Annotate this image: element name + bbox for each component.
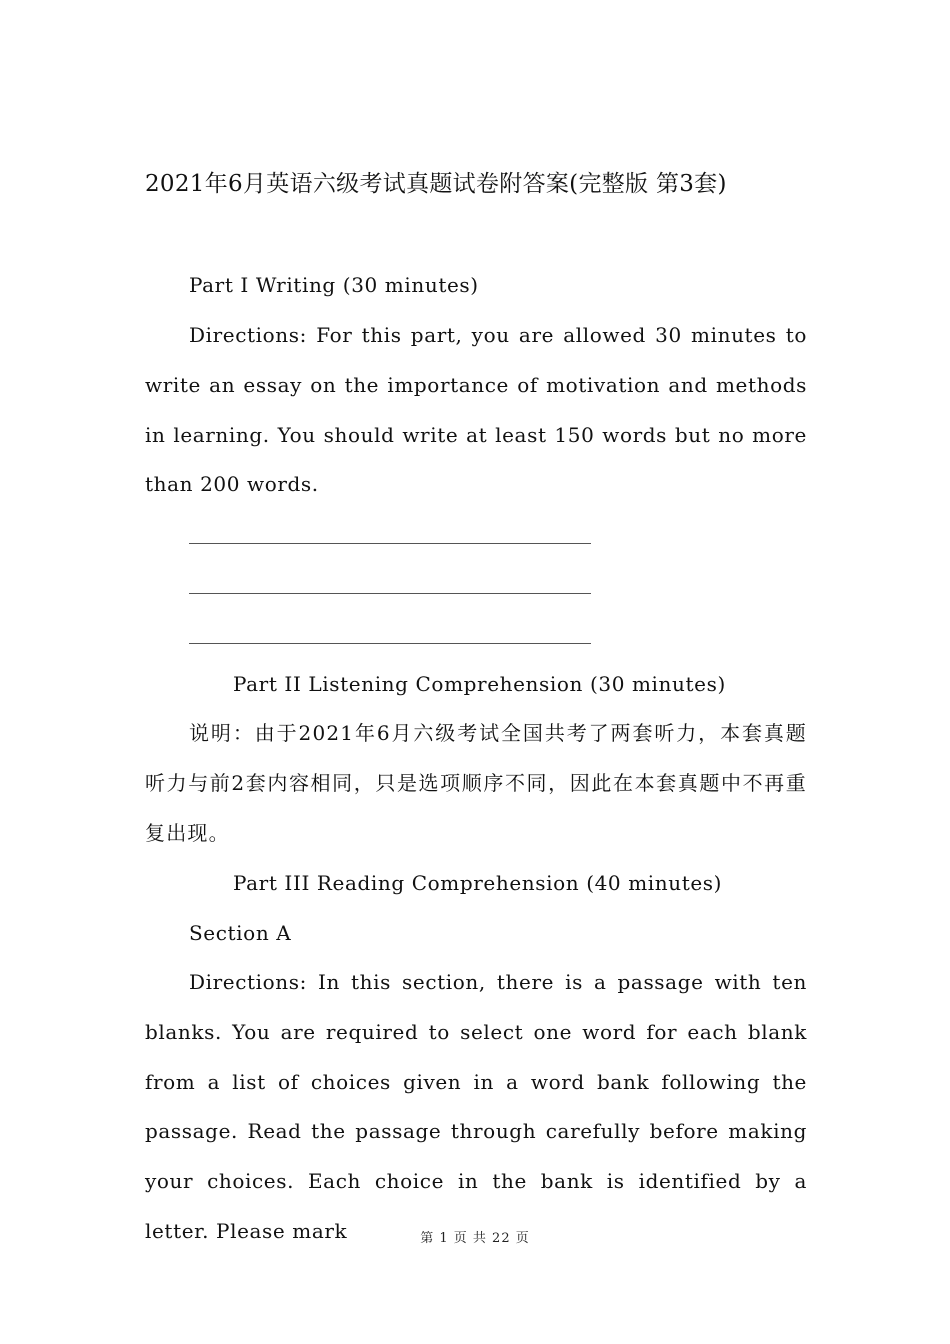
- section-a-label: Section A: [189, 921, 292, 945]
- part2-note: 说明：由于2021年6月六级考试全国共考了两套听力，本套真题听力与前2套内容相同，只是选项顺序不同，因此在本套真题中不再重复出现。: [145, 721, 807, 845]
- writing-blank-line-1: [189, 543, 591, 544]
- part3-directions: Directions: In this section, there is a passage with ten blanks. You are required to select one word for each blank from a list of choices given in a word bank following the passage. Read the passage through carefully before making your choices. Each choice in the bank is identified by a letter. Please mark: [145, 970, 807, 1243]
- part1-heading: Part I Writing (30 minutes): [189, 273, 479, 297]
- writing-blank-line-3: [189, 643, 591, 644]
- part2-heading: Part II Listening Comprehension (30 minutes): [233, 672, 726, 696]
- document-title: 2021年6月英语六级考试真题试卷附答案(完整版 第3套): [145, 171, 727, 197]
- page-footer: 第 1 页 共 22 页: [420, 1231, 530, 1246]
- part1-directions: Directions: For this part, you are allowed 30 minutes to write an essay on the importance of motivation and methods in learning. You should write at least 150 words but no more than 200 words.: [145, 323, 807, 497]
- part3-heading: Part III Reading Comprehension (40 minutes): [233, 871, 723, 895]
- writing-blank-line-2: [189, 593, 591, 594]
